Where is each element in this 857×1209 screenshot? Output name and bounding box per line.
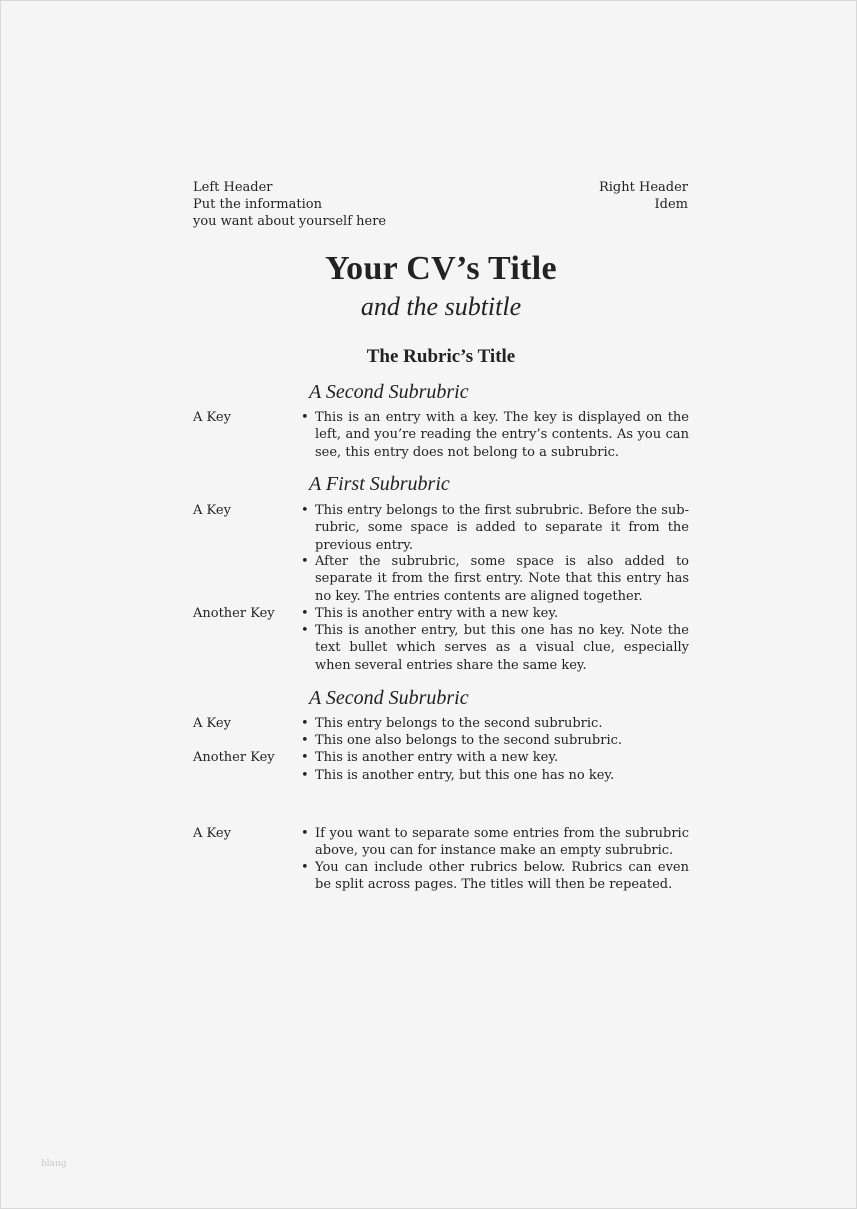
entry-key: A Key <box>193 716 231 731</box>
entry-key: Another Key <box>193 750 275 765</box>
entry-text: This is another entry with a new key. <box>315 750 559 765</box>
entry <box>301 502 689 554</box>
entry <box>301 553 689 605</box>
entry <box>301 409 689 461</box>
left-header-line: Left Header <box>193 180 273 195</box>
cv-subtitle: and the subtitle <box>360 292 522 321</box>
entry <box>301 749 689 766</box>
entry <box>301 715 689 732</box>
entry-key: A Key <box>193 410 231 425</box>
left-header-line: you want about yourself here <box>193 214 387 229</box>
entry <box>301 825 689 860</box>
entry-text: This is another entry, but this one has no key. <box>315 768 615 783</box>
watermark: blaug <box>41 1159 67 1169</box>
entry-text: This one also belongs to the second subrubric. <box>315 733 623 748</box>
entry-text: This is an entry with a key. The key is displayed on the left, and you’re reading the entry’s contents. As you can see, this entry does not belong to a subrubric. <box>315 410 689 460</box>
bullet: • <box>301 716 309 731</box>
left-header <box>193 179 386 230</box>
entry <box>301 622 689 674</box>
bullet: • <box>301 750 309 765</box>
bullet: • <box>301 860 309 875</box>
entry-text: After the subrubric, some space is also added to separate it from the first entry. Note that this entry has no key. The entries contents are aligned together. <box>315 554 689 604</box>
bullet: • <box>301 503 309 518</box>
left-header-line: Put the information <box>193 197 322 212</box>
entry-text: If you want to separate some entries from the subrubric above, you can for instance make an empty subrubric. <box>315 826 689 859</box>
right-header <box>599 179 688 213</box>
rubric-title: The Rubric’s Title <box>366 346 516 367</box>
bullet: • <box>301 554 309 569</box>
right-header-line: Idem <box>654 197 688 212</box>
cv-title: Your CV’s Title <box>325 250 557 287</box>
bullet: • <box>301 606 309 621</box>
entry-key: A Key <box>193 503 231 518</box>
subrubric-title: A First Subrubric <box>309 473 450 495</box>
bullet: • <box>301 623 309 638</box>
subrubric-title: A Second Subrubric <box>309 381 469 403</box>
entry <box>301 605 689 622</box>
entry <box>301 859 689 894</box>
entry-text: This entry belongs to the first subrubric. Before the subrubric, some space is added to separate it from the previous entry. <box>315 503 689 553</box>
entry-text: This is another entry with a new key. <box>315 606 559 621</box>
entry-text: You can include other rubrics below. Rubrics can even be split across pages. The titles will then be repeated. <box>315 860 689 893</box>
entry-text: This is another entry, but this one has no key. Note the text bullet which serves as a visual clue, especially when several entries share the same key. <box>315 623 689 673</box>
entry-key: Another Key <box>193 606 275 621</box>
entry-text: This entry belongs to the second subrubric. <box>315 716 603 731</box>
entry <box>301 732 689 749</box>
right-header-line: Right Header <box>598 180 688 195</box>
entry-key: A Key <box>193 826 231 841</box>
entry <box>301 767 689 784</box>
bullet: • <box>301 733 309 748</box>
bullet: • <box>301 410 309 425</box>
subrubric-title: A Second Subrubric <box>309 687 469 709</box>
bullet: • <box>301 826 309 841</box>
bullet: • <box>301 768 309 783</box>
